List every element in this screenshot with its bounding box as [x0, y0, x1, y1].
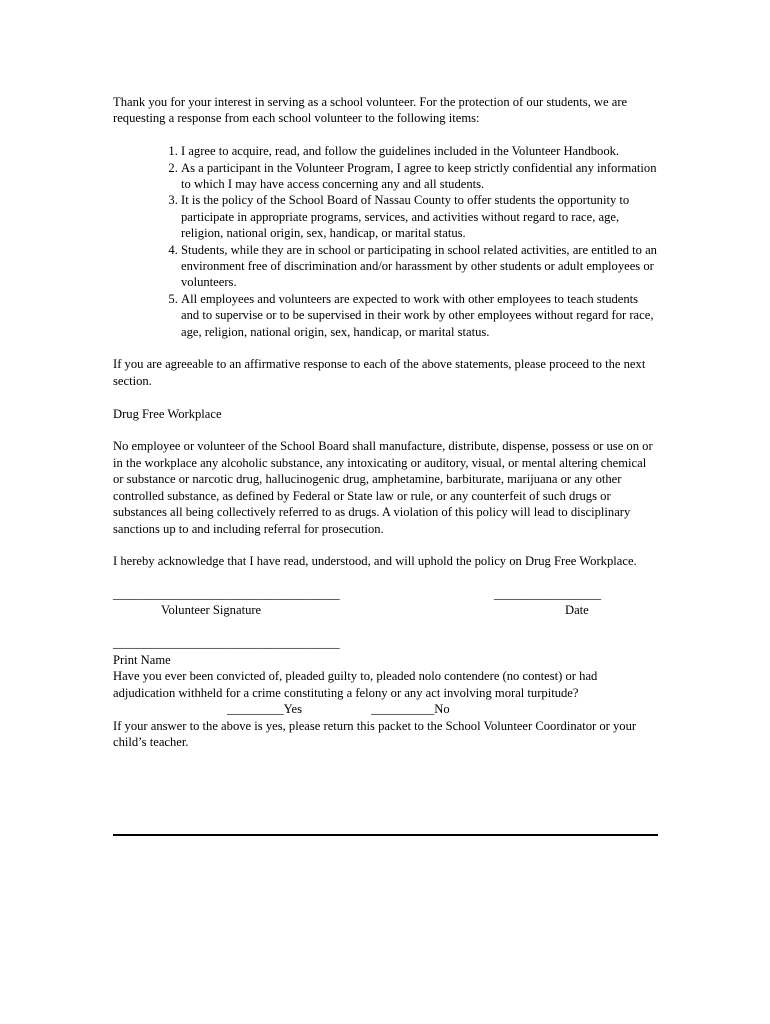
intro-paragraph: Thank you for your interest in serving as a school volunteer. For the protection of our students, we are requesting a response from each school volunteer to the following items:	[113, 95, 628, 126]
yes-no-row	[113, 701, 658, 717]
yes-option[interactable]: _________Yes	[227, 702, 302, 717]
bottom-divider	[113, 834, 658, 836]
conviction-question: Have you ever been convicted of, pleaded guilty to, pleaded nolo contendere (no contest) or had adjudication withheld for a crime constituting a felony or any act involving moral turpitude?	[113, 669, 598, 700]
return-note: If your answer to the above is yes, please return this packet to the School Volunteer Coordinator or your child’s teacher.	[113, 718, 637, 749]
agreement-list	[113, 143, 658, 340]
agreement-item-1: 1. I agree to acquire, read, and follow the guidelines included in the Volunteer Handbook.	[181, 143, 658, 159]
print-name-label: Print Name	[113, 652, 171, 667]
acknowledgement-paragraph: I hereby acknowledge that I have read, understood, and will uphold the policy on Drug Free Workplace.	[113, 554, 637, 569]
agreement-item-2: 2. As a participant in the Volunteer Program, I agree to keep strictly confidential any information to which I may have access concerning any and all students.	[181, 160, 658, 193]
signature-line[interactable]: ____________________________________	[113, 587, 340, 602]
date-line[interactable]: _________________	[494, 587, 602, 602]
proceed-paragraph: If you are agreeable to an affirmative response to each of the above statements, please proceed to the next section.	[113, 357, 646, 388]
volunteer-form	[113, 94, 658, 750]
agreement-item-4: 4. Students, while they are in school or participating in school related activities, are entitled to an environment free of discrimination and/or harassment by other students or adult employees or volunteers.	[181, 242, 658, 291]
no-option[interactable]: __________No	[371, 702, 450, 717]
agreement-item-5: 5. All employees and volunteers are expected to work with other employees to teach students and to supervise or to be supervised in their work by other employees without regard for race, age, religion, national origin, sex, handicap, or marital status.	[181, 291, 658, 340]
date-label: Date	[565, 603, 589, 618]
drug-policy-paragraph: No employee or volunteer of the School Board shall manufacture, distribute, dispense, possess or use on or in the workplace any alcoholic substance, any intoxicating or auditory, visual, or mental altering chemical or substance or narcotic drug, hallucinogenic drug, amphetamine, barbiturate, marijuana or any other controlled substance, as defined by Federal or State law or rule, or any counterfeit of such drugs or substances all being collectively referred to as drugs. A violation of this policy will lead to disciplinary sanctions up to and including referral for prosecution.	[113, 439, 653, 536]
print-name-line[interactable]: ____________________________________	[113, 636, 340, 651]
agreement-item-3: 3. It is the policy of the School Board of Nassau County to offer students the opportunity to participate in appropriate programs, services, and activities without regard to race, age, religion, national origin, sex, handicap, or marital status.	[181, 192, 658, 241]
signature-label: Volunteer Signature	[161, 603, 262, 618]
signature-row	[113, 586, 658, 619]
drug-free-heading: Drug Free Workplace	[113, 406, 222, 421]
